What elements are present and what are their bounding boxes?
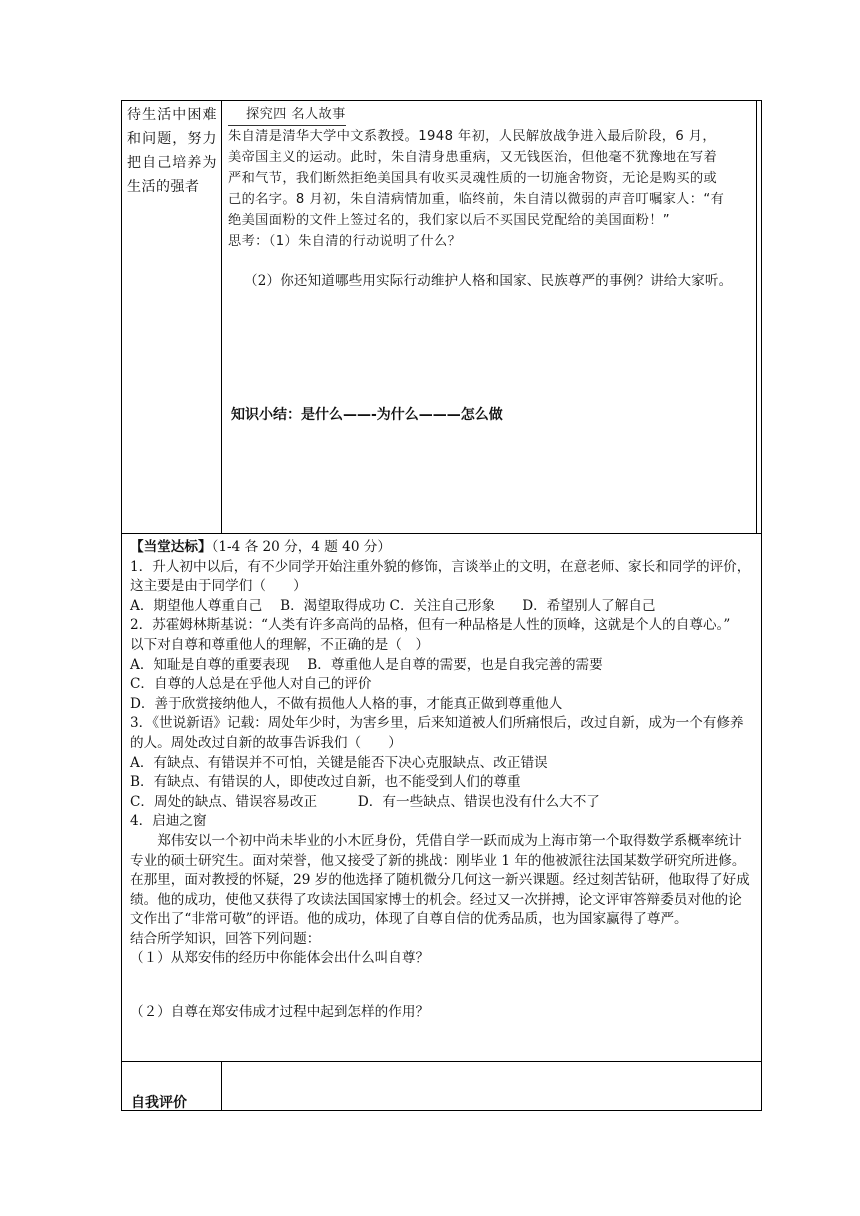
question-2-option: C．自尊的人总是在乎他人对自己的评价: [130, 676, 372, 693]
passage-line: 文作出了“非常可敬”的评语。他的成功，体现了自尊自信的优秀品质，也为国家赢得了尊严。: [130, 911, 688, 928]
passage-line: 绩。他的成功，使他又获得了攻读法国国家博士的机会。经过又一次拼搏，论文评审答辩委员对他的论: [130, 891, 742, 908]
answer-space-1: [130, 969, 760, 1003]
question-1-line: 这主要是由于同学们（ ）: [130, 578, 307, 595]
sub-question-2: （２）自尊在郑安伟成才过程中起到怎样的作用？: [130, 1004, 430, 1021]
table-eval-border: [121, 1061, 762, 1062]
question-1-line: 1．升人初中以后，有不少同学开始注重外貌的修饰，言谈举止的文明，在意老师、家长和同学的评价，: [130, 558, 751, 575]
story-line: 美帝国主义的运动。此时，朱自清身患重病，又无钱医治，但他毫不犹豫地在写着: [228, 150, 718, 165]
story-excerpt-image: [228, 104, 758, 258]
knowledge-summary: 知识小结：是什么——-为什么———怎么做: [231, 407, 503, 423]
eval-col-divider: [221, 1061, 222, 1111]
passage-line: 专业的硕士研究生。面对荣誉，他又接受了新的挑战：刚毕业 1 年的他被派往法国某数学研究所进修。: [130, 852, 746, 869]
self-evaluation-label: 自我评价: [131, 1095, 187, 1111]
class-exercise-section: [130, 538, 760, 1023]
question-2-line: 2．苏霍姆林斯基说：“人类有许多高尚的品格，但有一种品格是人性的顶峰，这就是个人的自尊心。”: [130, 617, 731, 634]
think-question-2: （2）你还知道哪些用实际行动维护人格和国家、民族尊严的事例？讲给大家听。: [244, 273, 733, 289]
story-line: 朱自清是清华大学中文系教授。1948 年初，人民解放战争进入最后阶段，6 月，: [228, 129, 716, 144]
story-line: 绝美国面粉的文件上签过名的，我们家以后不买国民党配给的美国面粉！”: [228, 213, 671, 228]
table-bottom-border: [121, 1110, 762, 1111]
story-line: 己的名字。8 月初，朱自清病情加重，临终前，朱自清以微弱的声音叮嘱家人：“有: [228, 192, 725, 207]
left-cell-text: 待生活中困难和问题，努力把自己培养为生活的强者: [127, 107, 217, 195]
question-2-option: D．善于欣赏接纳他人，不做有损他人人格的事，才能真正做到尊重他人: [130, 695, 563, 712]
table-left-border: [121, 100, 122, 1111]
question-3-line: 3．《世说新语》记载：周处年少时，为害乡里，后来知道被人们所痛恨后，改过自新，成为一个有修养: [130, 715, 744, 732]
question-3-option: C．周处的缺点、错误容易改正 D．有一些缺点、错误也没有什么大不了: [130, 793, 600, 810]
question-3-option: B．有缺点、有错误的人，即使改过自新，也不能受到人们的尊重: [130, 774, 521, 791]
passage-line: 郑伟安以一个初中尚未毕业的小木匠身份，凭借自学一跃而成为上海市第一个取得数学系概率统计: [157, 832, 742, 849]
table-mid-border: [121, 533, 762, 534]
question-2-line: 以下对自尊和尊重他人的理解，不正确的是（ ）: [130, 636, 430, 653]
exercise-header: 【当堂达标】（1-4 各 20 分，4 题 40 分）: [130, 539, 391, 555]
question-1-options: A．期望他人尊重自己 B．渴望取得成功 C．关注自己形象 D．希望别人了解自己: [130, 597, 656, 614]
upper-col-divider: [221, 100, 222, 534]
story-line: 严和气节，我们断然拒绝美国具有收买灵魂性质的一切施舍物资，无论是购买的或: [228, 171, 718, 186]
table-top-border: [121, 100, 762, 101]
table-right-border: [761, 100, 762, 1111]
question-4-title: 4．启迪之窗: [130, 813, 207, 830]
sub-question-1: （１）从郑安伟的经历中你能体会出什么叫自尊？: [130, 950, 430, 967]
passage-line: 在那里，面对教授的怀疑，29 岁的他选择了随机微分几何这一新兴课题。经过刻苦钻研，他取得了好成: [130, 872, 750, 889]
story-title: 探究四 名人故事: [228, 104, 758, 126]
think-question-1: 思考：（1）朱自清的行动说明了什么？: [228, 234, 462, 249]
question-3-option: A．有缺点、有错误并不可怕，关键是能否下决心克服缺点、改正错误: [130, 754, 548, 771]
question-2-option: A．知耻是自尊的重要表现 B．尊重他人是自尊的需要，也是自我完善的需要: [130, 656, 603, 673]
question-3-line: 的人。周处改过自新的故事告诉我们（ ）: [130, 734, 402, 751]
passage-instruction: 结合所学知识，回答下列问题：: [130, 930, 321, 947]
